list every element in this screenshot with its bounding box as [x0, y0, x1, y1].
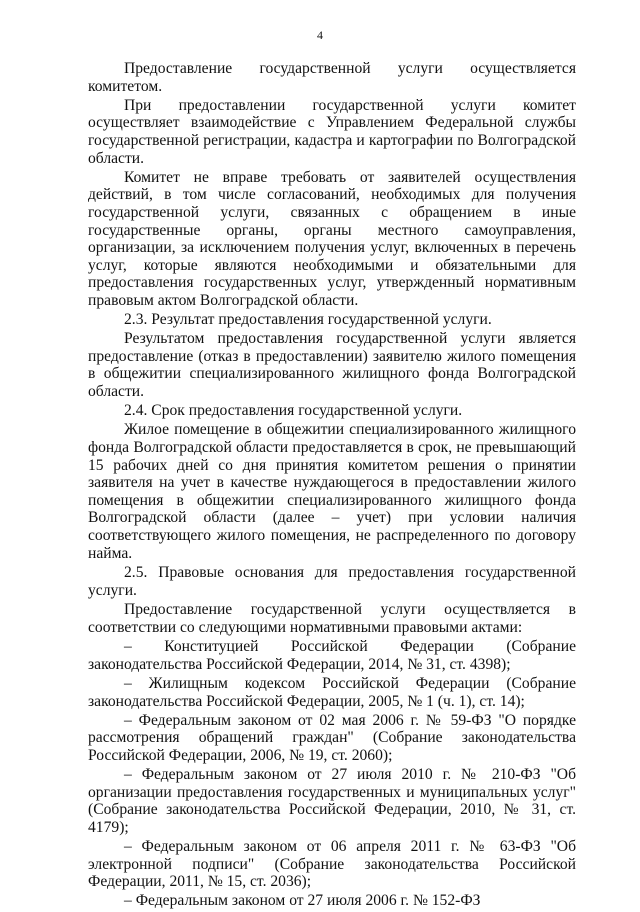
paragraph-1: Предоставление государственной услуги осуществляется комитетом. [88, 60, 576, 95]
paragraph-3: Комитет не вправе требовать от заявителей осуществления действий, в том числе согласований, необходимых для получения государственной услуги, связанных с обращением в иные государственные органы, органы местного самоуправления, организации, за исключением получения услуг, включенных в перечень услуг, которые являются необходимыми и обязательными для предоставления государственных услуг, утвержденный нормативным правовым актом Волгоградской области. [88, 168, 576, 309]
section-heading-2-5: 2.5. Правовые основания для предоставления государственной услуги. [88, 564, 576, 599]
list-item-law-210: – Федеральным законом от 27 июля 2010 г. № 210-ФЗ "Об организации предоставления государственных и муниципальных услуг" (Собрание законодательства Российской Федерации, 2010, № 31, ст. 4179); [88, 766, 576, 836]
section-heading-2-4: 2.4. Срок предоставления государственной услуги. [124, 402, 463, 420]
list-item-housing-code: – Жилищным кодексом Российской Федерации (Собрание законодательства Российской Федерации, 2005, № 1 (ч. 1), ст. 14); [88, 674, 576, 710]
paragraph-term: Жилое помещение в общежитии специализированного жилищного фонда Волгоградской области предоставляется в срок, не превышающий 15 рабочих дней со дня принятия комитетом решения о принятии заявителя на учет в качестве нуждающегося в предоставлении жилого помещения в общежитии специализированного жилищного фонда Волгоградской области (далее – учет) при условии наличия соответствующего жилого помещения, не распределенного по договору найма. [88, 421, 576, 562]
paragraph-result: Результатом предоставления государственной услуги является предоставление (отказ в предоставлении) заявителю жилого помещения в общежитии специализированного жилищного фонда Волгоградской области. [88, 330, 576, 401]
list-item-law-63: – Федеральным законом от 06 апреля 2011 г. № 63-ФЗ "Об электронной подписи" (Собрание законодательства Российской Федерации, 2011, № 15, ст. 2036); [88, 838, 576, 891]
paragraph-legal-intro: Предоставление государственной услуги осуществляется в соответствии со следующими нормативными правовыми актами: [88, 601, 576, 636]
page-number: 4 [317, 28, 323, 42]
section-heading-2-3: 2.3. Результат предоставления государственной услуги. [124, 311, 492, 329]
list-item-law-59: – Федеральным законом от 02 мая 2006 г. № 59-ФЗ "О порядке рассмотрения обращений граждан" (Собрание законодательства Российской Федерации, 2006, № 19, ст. 2060); [88, 711, 576, 764]
list-item-law-152: – Федеральным законом от 27 июля 2006 г. № 152-ФЗ [124, 892, 481, 910]
list-item-constitution: – Конституцией Российской Федерации (Собрание законодательства Российской Федерации, 2014, № 31, ст. 4398); [88, 638, 576, 673]
paragraph-2: При предоставлении государственной услуги комитет осуществляет взаимодействие с Управлением Федеральной службы государственной регистрации, кадастра и картографии по Волгоградской области. [88, 96, 576, 167]
document-body [88, 60, 576, 912]
